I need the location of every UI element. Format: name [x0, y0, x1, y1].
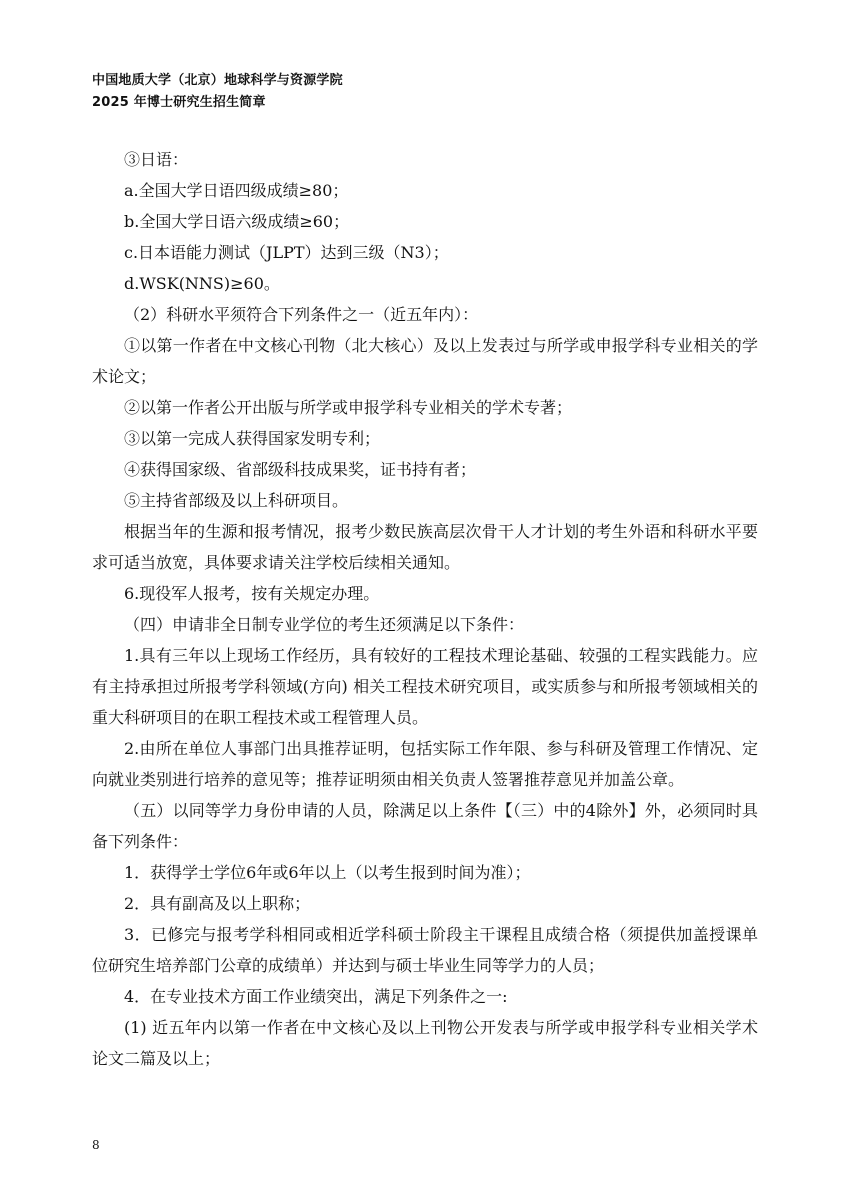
paragraph: 根据当年的生源和报考情况，报考少数民族高层次骨干人才计划的考生外语和科研水平要求可适当放宽，具体要求请关注学校后续相关通知。: [92, 522, 758, 572]
paragraph: 4．在专业技术方面工作业绩突出，满足下列条件之一:: [124, 987, 508, 1006]
document-header: [92, 70, 343, 114]
paragraph: a.全国大学日语四级成绩≥80；: [124, 181, 349, 200]
paragraph: 3．已修完与报考学科相同或相近学科硕士阶段主干课程且成绩合格（须提供加盖授课单位研究生培养部门公章的成绩单）并达到与硕士毕业生同等学力的人员；: [92, 925, 758, 975]
paragraph: 2.由所在单位人事部门出具推荐证明，包括实际工作年限、参与科研及管理工作情况、定向就业类别进行培养的意见等；推荐证明须由相关负责人签署推荐意见并加盖公章。: [92, 739, 758, 789]
header-title: 2025 年博士研究生招生简章: [92, 95, 266, 110]
paragraph: （四）申请非全日制专业学位的考生还须满足以下条件：: [124, 615, 525, 634]
paragraph: 6.现役军人报考，按有关规定办理。: [124, 584, 380, 603]
page-number: 8: [92, 1138, 100, 1152]
paragraph: b.全国大学日语六级成绩≥60；: [124, 212, 350, 231]
paragraph: (1) 近五年内以第一作者在中文核心及以上刊物公开发表与所学或申报学科专业相关学术论文二篇及以上；: [92, 1018, 758, 1068]
header-institution: 中国地质大学（北京）地球科学与资源学院: [92, 73, 343, 88]
paragraph: ③以第一完成人获得国家发明专利；: [124, 429, 381, 448]
paragraph: 2．具有副高及以上职称；: [124, 894, 311, 913]
paragraph: ③日语：: [124, 150, 189, 169]
document-body: [92, 144, 758, 1074]
paragraph: ⑤主持省部级及以上科研项目。: [124, 491, 349, 510]
paragraph: （五）以同等学力身份申请的人员，除满足以上条件【（三）中的4除外】外，必须同时具备下列条件：: [92, 801, 758, 851]
paragraph: 1．获得学士学位6年或6年以上（以考生报到时间为准）；: [124, 863, 531, 882]
paragraph: 1.具有三年以上现场工作经历，具有较好的工程技术理论基础、较强的工程实践能力。应有主持承担过所报考学科领域(方向) 相关工程技术研究项目，或实质参与和所报考领域相关的重大科研项目的在职工程技术或工程管理人员。: [92, 646, 758, 727]
paragraph: d.WSK(NNS)≥60。: [124, 274, 280, 293]
paragraph: ④获得国家级、省部级科技成果奖，证书持有者；: [124, 460, 477, 479]
paragraph: （2）科研水平须符合下列条件之一（近五年内）：: [124, 305, 479, 324]
paragraph: ②以第一作者公开出版与所学或申报学科专业相关的学术专著；: [124, 398, 573, 417]
paragraph: ①以第一作者在中文核心刊物（北大核心）及以上发表过与所学或申报学科专业相关的学术论文；: [92, 336, 758, 386]
paragraph: c.日本语能力测试（JLPT）达到三级（N3）；: [124, 243, 449, 262]
